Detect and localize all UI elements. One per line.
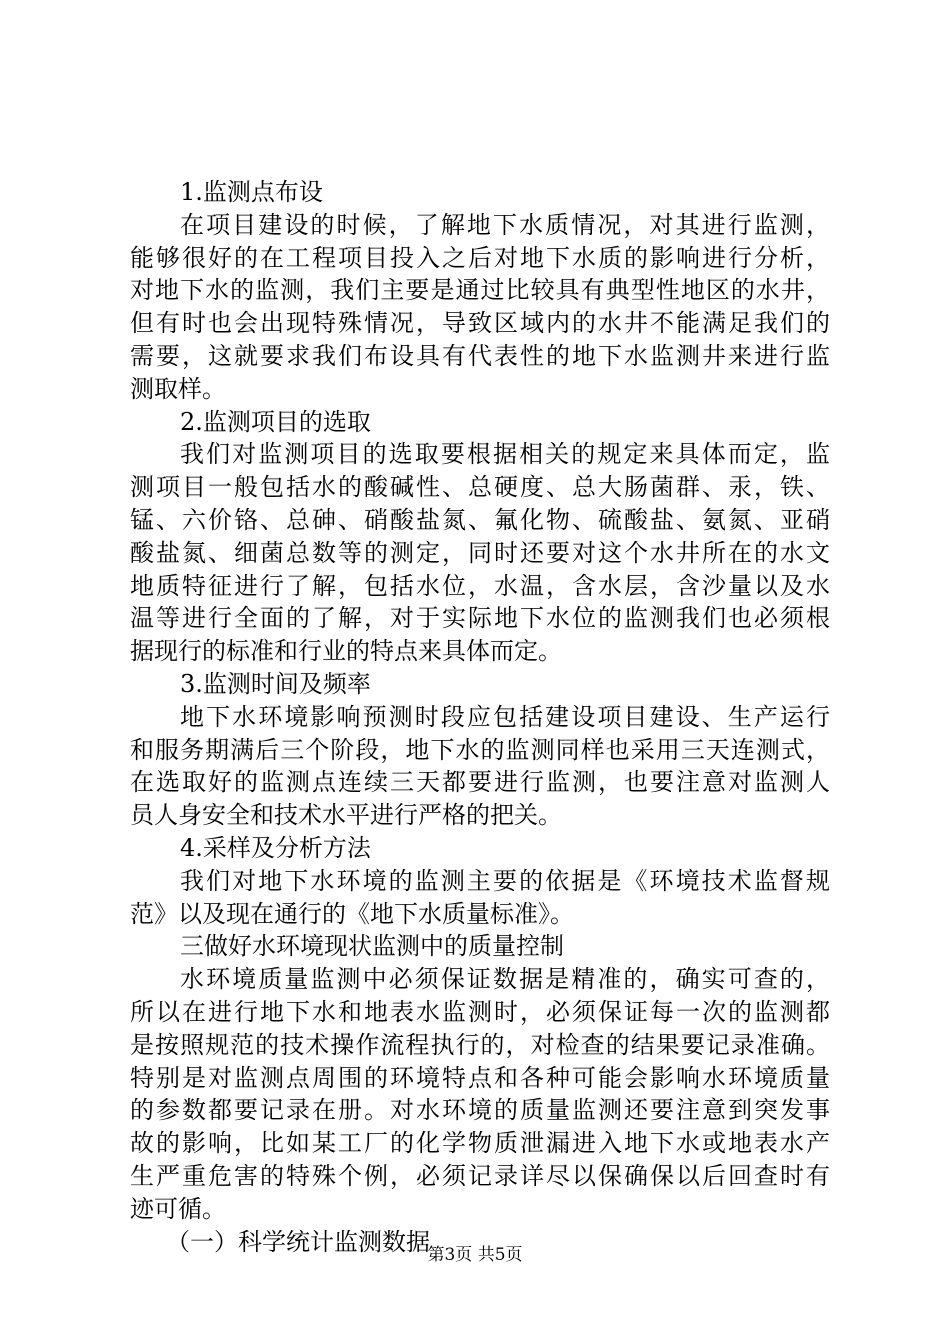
text-line: 在项目建设的时候，了解地下水质情况，对其进行监测， bbox=[180, 210, 830, 239]
text-line: 所以在进行地下水和地表水监测时，必须保证每一次的监测都 bbox=[130, 998, 830, 1026]
text-line: 我们对监测项目的选取要根据相关的规定来具体而定，监 bbox=[180, 440, 830, 469]
text-line: 在选取好的监测点连续三天都要进行监测，也要注意对监测人 bbox=[130, 768, 830, 797]
text-line: 地下水环境影响预测时段应包括建设项目建设、生产运行 bbox=[180, 702, 830, 731]
text-line: 能够很好的在工程项目投入之后对地下水质的影响进行分析， bbox=[130, 243, 830, 272]
text-line: 范》以及现在通行的《地下水质量标准》。 bbox=[130, 899, 574, 928]
text-line: 迹可循。 bbox=[130, 1194, 226, 1223]
text-line: 三做好水环境现状监测中的质量控制 bbox=[180, 932, 564, 961]
text-line: 特别是对监测点周围的环境特点和各种可能会影响水环境质量 bbox=[130, 1063, 830, 1092]
text-line: 测取样。 bbox=[130, 374, 226, 403]
text-line: （一）科学统计监测数据 bbox=[166, 1227, 430, 1256]
text-line: 酸盐氮、细菌总数等的测定，同时还要对这个水井所在的水文 bbox=[130, 538, 830, 567]
text-line: 但有时也会出现特殊情况，导致区域内的水井不能满足我们的 bbox=[130, 309, 830, 338]
text-line: 据现行的标准和行业的特点来具体而定。 bbox=[130, 637, 562, 666]
text-line: 和服务期满后三个阶段，地下水的监测同样也采用三天连测式， bbox=[130, 735, 830, 764]
text-line: 我们对地下水环境的监测主要的依据是《环境技术监督规 bbox=[180, 866, 830, 895]
page-footer: 第3页 共5页 bbox=[427, 1245, 523, 1265]
text-line: 温等进行全面的了解，对于实际地下水位的监测我们也必须根 bbox=[130, 604, 830, 633]
text-line: 2.监测项目的选取 bbox=[180, 407, 371, 436]
text-line: 员人身安全和技术水平进行严格的把关。 bbox=[130, 801, 562, 830]
text-line: 生严重危害的特殊个例，必须记录详尽以保确保以后回查时有 bbox=[130, 1162, 830, 1190]
text-line: 测项目一般包括水的酸碱性、总硬度、总大肠菌群、汞，铁、 bbox=[130, 473, 830, 502]
text-line: 水环境质量监测中必须保证数据是精准的，确实可查的， bbox=[180, 965, 830, 994]
text-line: 对地下水的监测，我们主要是通过比较具有典型性地区的水井， bbox=[130, 276, 830, 305]
text-line: 锰、六价铬、总砷、硝酸盐氮、氟化物、硫酸盐、氨氮、亚硝 bbox=[130, 506, 830, 534]
text-line: 的参数都要记录在册。对水环境的质量监测还要注意到突发事 bbox=[130, 1096, 830, 1125]
text-line: 地质特征进行了解，包括水位，水温，含水层，含沙量以及水 bbox=[130, 571, 830, 600]
text-line: 3.监测时间及频率 bbox=[180, 670, 371, 698]
text-line: 故的影响，比如某工厂的化学物质泄漏进入地下水或地表水产 bbox=[130, 1129, 830, 1158]
text-line: 需要，这就要求我们布设具有代表性的地下水监测井来进行监 bbox=[130, 342, 830, 370]
text-line: 4.采样及分析方法 bbox=[180, 834, 371, 862]
text-line: 1.监测点布设 bbox=[180, 178, 323, 206]
text-line: 是按照规范的技术操作流程执行的，对检查的结果要记录准确。 bbox=[130, 1030, 830, 1059]
